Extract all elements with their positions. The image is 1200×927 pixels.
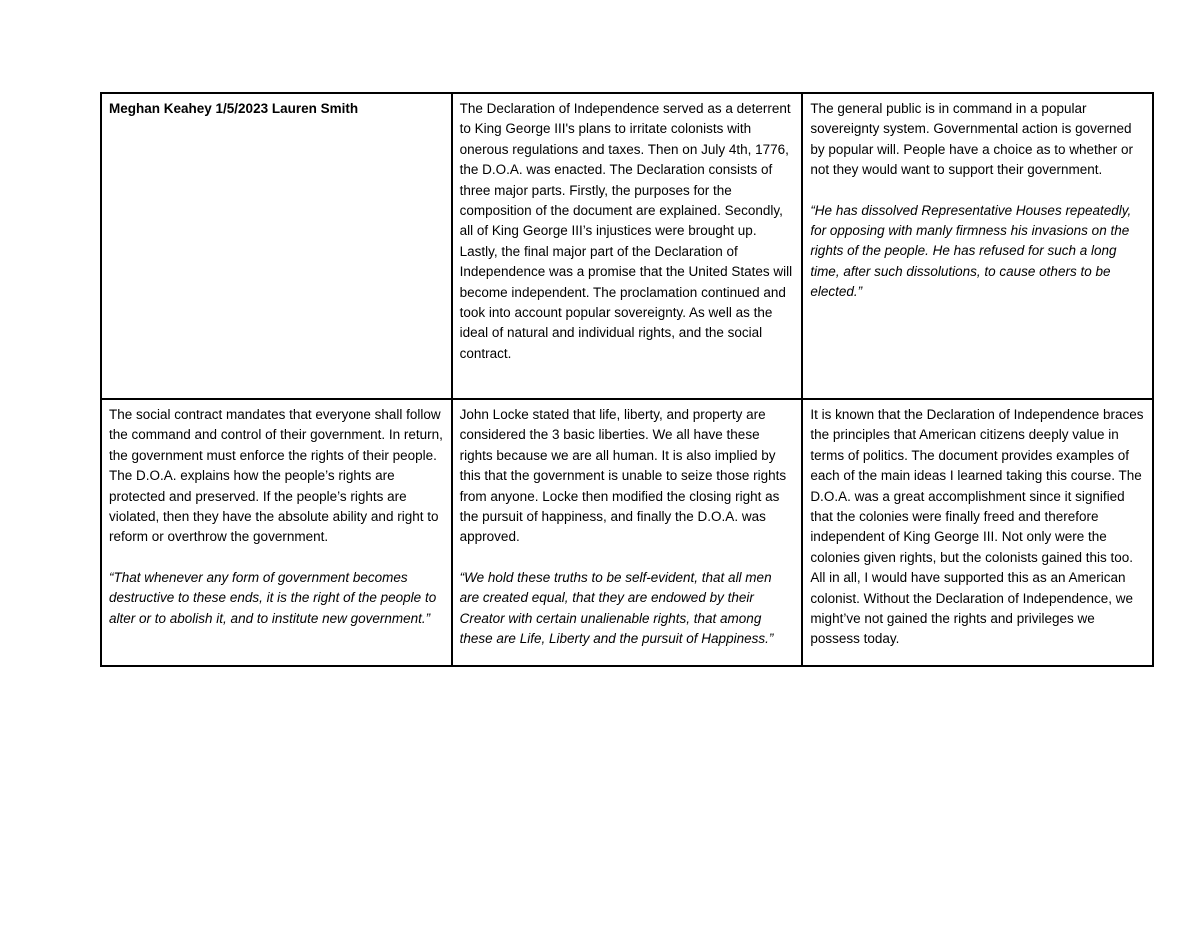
cell-quote: “He has dissolved Representative Houses repeatedly, for opposing with manly firmness his invasions on the rights of the people. He has refused for such a long time, after such dissolutions, to cause others to be elected.” [810,202,1132,300]
notes-table [100,92,1154,667]
table-row [101,93,1153,399]
table-row [101,399,1153,666]
cell-paragraph: It is known that the Declaration of Independence braces the principles that American citizens deeply value in terms of politics. The document provides examples of each of the main ideas I learned taking this course. The D.O.A. was a great accomplishment since it signified that the colonies were finally freed and therefore independent of King George III. Not only were the colonies given rights, but the colonists gained this too. All in all, I would have supported this as an American colonist. Without the Declaration of Independence, we might’ve not gained the rights and privileges we possess today. [810,407,1144,647]
table-cell [452,399,803,666]
cell-paragraph: John Locke stated that life, liberty, and property are considered the 3 basic liberties. We all have these rights because we are all human. It is also implied by this that the government is unable to seize those rights from anyone. Locke then modified the closing right as the pursuit of happiness, and finally the D.O.A. was approved. [459,407,787,545]
cell-paragraph: The general public is in command in a popular sovereignty system. Governmental action is governed by popular will. People have a choice as to whether or not they would want to support their government. [810,101,1134,178]
table-cell [101,93,452,399]
header-names-date: Meghan Keahey 1/5/2023 Lauren Smith [109,101,359,116]
cell-paragraph: The Declaration of Independence served as a deterrent to King George III's plans to irritate colonists with onerous regulations and taxes. Then on July 4th, 1776, the D.O.A. was enacted. The Declaration consists of three major parts. Firstly, the purposes for the composition of the document are explained. Secondly, all of King George III’s injustices were brought up. Lastly, the final major part of the Declaration of Independence was a promise that the United States will become independent. The proclamation continued and took into account popular sovereignty. As well as the ideal of natural and individual rights, and the social contract. [459,101,793,361]
cell-quote: “We hold these truths to be self-evident, that all men are created equal, that they are endowed by their Creator with certain unalienable rights, that among these are Life, Liberty and the pursuit of Happiness.” [459,569,774,647]
cell-quote: “That whenever any form of government becomes destructive to these ends, it is the right of the people to alter or to abolish it, and to institute new government.” [109,569,437,626]
table-cell [101,399,452,666]
table-cell [802,399,1153,666]
cell-paragraph: The social contract mandates that everyone shall follow the command and control of their government. In return, the government must enforce the rights of their people. The D.O.A. explains how the people’s rights are protected and preserved. If the people’s rights are violated, then they have the absolute ability and right to reform or overthrow the government. [109,407,443,545]
table-cell [452,93,803,399]
table-cell [802,93,1153,399]
